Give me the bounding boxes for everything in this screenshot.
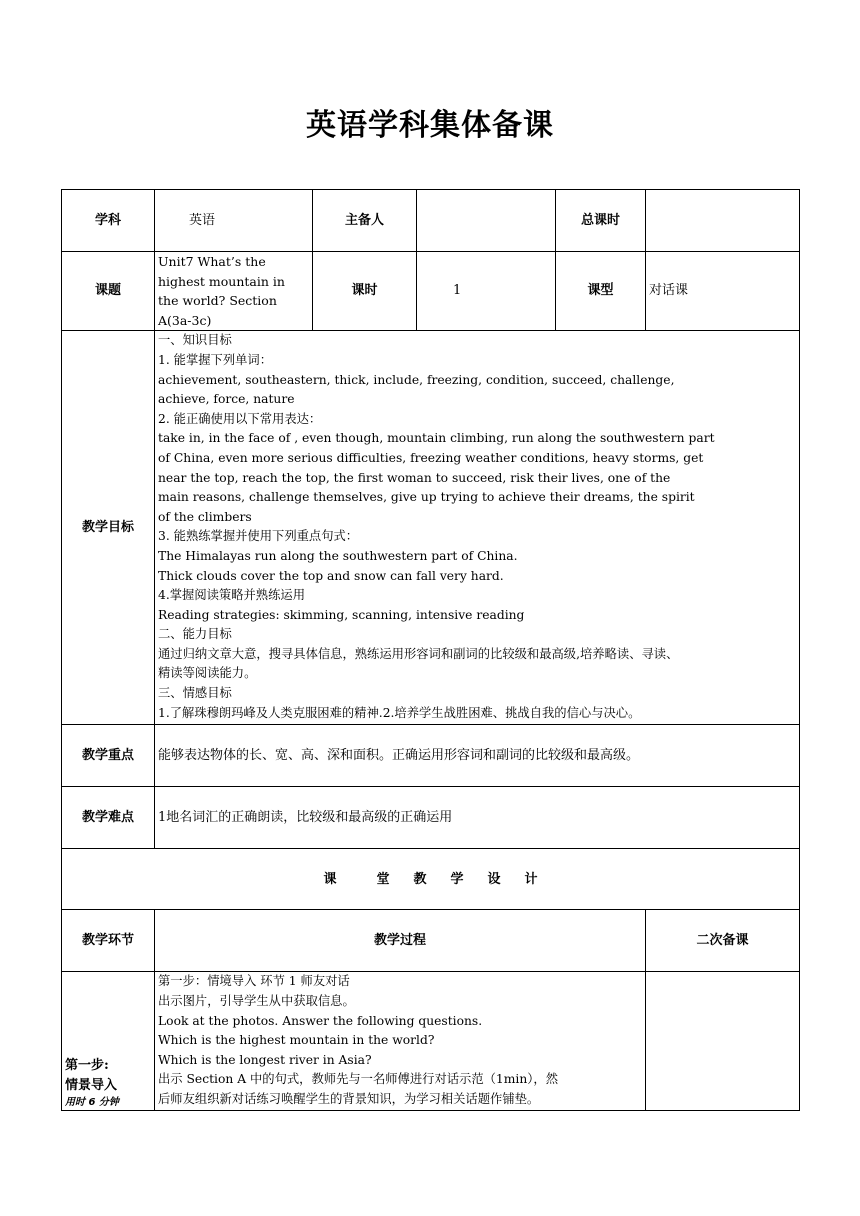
objective-line: 2. 能正确使用以下常用表达：: [158, 411, 322, 426]
step1-line: 第一步：情境导入 环节 1 师友对话: [158, 974, 350, 989]
difficulties-row: [62, 787, 800, 849]
type-value: 对话课: [646, 252, 800, 331]
key-points-row: [62, 725, 800, 787]
objective-line: 1. 能掌握下列单词：: [158, 352, 273, 367]
design-char: 课: [323, 871, 337, 887]
objective-line: Thick clouds cover the top and snow can fall very hard.: [158, 568, 504, 583]
step1-row: [62, 972, 800, 1110]
objective-line: 精读等阅读能力。: [158, 666, 257, 681]
classroom-design-heading: [62, 849, 800, 910]
subject-label: 学科: [62, 190, 155, 252]
step1-line: 出示 Section A 中的句式，教师先与一名师傅进行对话示范（1min），然: [158, 1072, 559, 1087]
objective-line: of China, even more serious difficulties, freezing weather conditions, heavy storms, get: [158, 450, 704, 465]
topic-row: [62, 252, 800, 331]
objective-line: 4.掌握阅读策略并熟练运用: [158, 588, 305, 603]
header-row: [62, 190, 800, 252]
step1-line: Which is the highest mountain in the world?: [158, 1033, 435, 1048]
step1-line: 出示图片，引导学生从中获取信息。: [158, 993, 355, 1008]
design-char: 学: [450, 871, 464, 887]
design-char: 计: [524, 871, 538, 887]
objective-line: 3. 能熟练掌握并使用下列重点句式：: [158, 529, 359, 544]
step1-stage-line2: 情景导入: [65, 1077, 118, 1093]
preparer-label: 主备人: [313, 190, 417, 252]
objectives-content: [155, 331, 800, 725]
difficulties-label: 教学难点: [62, 787, 155, 849]
objective-line: of the climbers: [158, 509, 252, 524]
objective-line: achievement, southeastern, thick, include, freezing, condition, succeed, challenge,: [158, 372, 675, 387]
objective-line: Reading strategies: skimming, scanning, intensive reading: [158, 607, 525, 622]
objective-line: 通过归纳文章大意，搜寻具体信息，熟练运用形容词和副词的比较级和最高级,培养略读、寻读、: [158, 646, 679, 661]
secondary-prep-header: 二次备课: [646, 910, 800, 972]
process-header-row: [62, 910, 800, 972]
step1-process: [155, 972, 646, 1110]
objective-line: 二、能力目标: [158, 627, 232, 642]
objective-line: take in, in the face of , even though, mountain climbing, run along the southwestern part: [158, 431, 715, 446]
subject-value: 英语: [155, 190, 313, 252]
key-points-label: 教学重点: [62, 725, 155, 787]
step1-line: Which is the longest river in Asia?: [158, 1052, 372, 1067]
objective-line: 三、情感目标: [158, 686, 232, 701]
objective-line: 1.了解珠穆朗玛峰及人类克服困难的精神.2.培养学生战胜困难、挑战自我的信心与决心。: [158, 705, 641, 720]
objectives-row: [62, 331, 800, 725]
period-label: 课时: [313, 252, 417, 331]
total-hours-label: 总课时: [556, 190, 646, 252]
step1-secondary: [646, 972, 800, 1110]
lesson-plan-table: [61, 189, 800, 1111]
design-header-row: [62, 849, 800, 910]
objective-line: main reasons, challenge themselves, give up trying to achieve their dreams, the spirit: [158, 490, 695, 505]
step1-time: 用时 6 分钟: [65, 1096, 119, 1108]
process-header: 教学过程: [155, 910, 646, 972]
period-value: 1: [417, 252, 556, 331]
page-title: 英语学科集体备课: [306, 108, 554, 143]
objective-line: The Himalayas run along the southwestern part of China.: [158, 548, 518, 563]
total-hours-value: [646, 190, 800, 252]
topic-label: 课题: [62, 252, 155, 331]
key-points-value: 能够表达物体的长、宽、高、深和面积。正确运用形容词和副词的比较级和最高级。: [155, 725, 800, 787]
design-char: 设: [487, 871, 501, 887]
type-label: 课型: [556, 252, 646, 331]
step1-stage-line1: 第一步:: [65, 1058, 109, 1074]
objective-line: 一、知识目标: [158, 333, 232, 348]
design-char: 教: [413, 871, 427, 887]
step1-line: Look at the photos. Answer the following questions.: [158, 1013, 483, 1028]
objectives-label: 教学目标: [62, 331, 155, 725]
design-char: 堂: [376, 871, 390, 887]
step1-stage: [62, 972, 155, 1110]
objective-line: near the top, reach the top, the first woman to succeed, risk their lives, one of the: [158, 470, 671, 485]
difficulties-value: 1地名词汇的正确朗读，比较级和最高级的正确运用: [155, 787, 800, 849]
stage-header: 教学环节: [62, 910, 155, 972]
step1-line: 后师友组织新对话练习唤醒学生的背景知识，为学习相关话题作铺垫。: [158, 1091, 540, 1106]
preparer-value: [417, 190, 556, 252]
topic-value: Unit7 What’s the highest mountain in the world? Section A(3a-3c): [155, 252, 313, 331]
objective-line: achieve, force, nature: [158, 392, 295, 407]
